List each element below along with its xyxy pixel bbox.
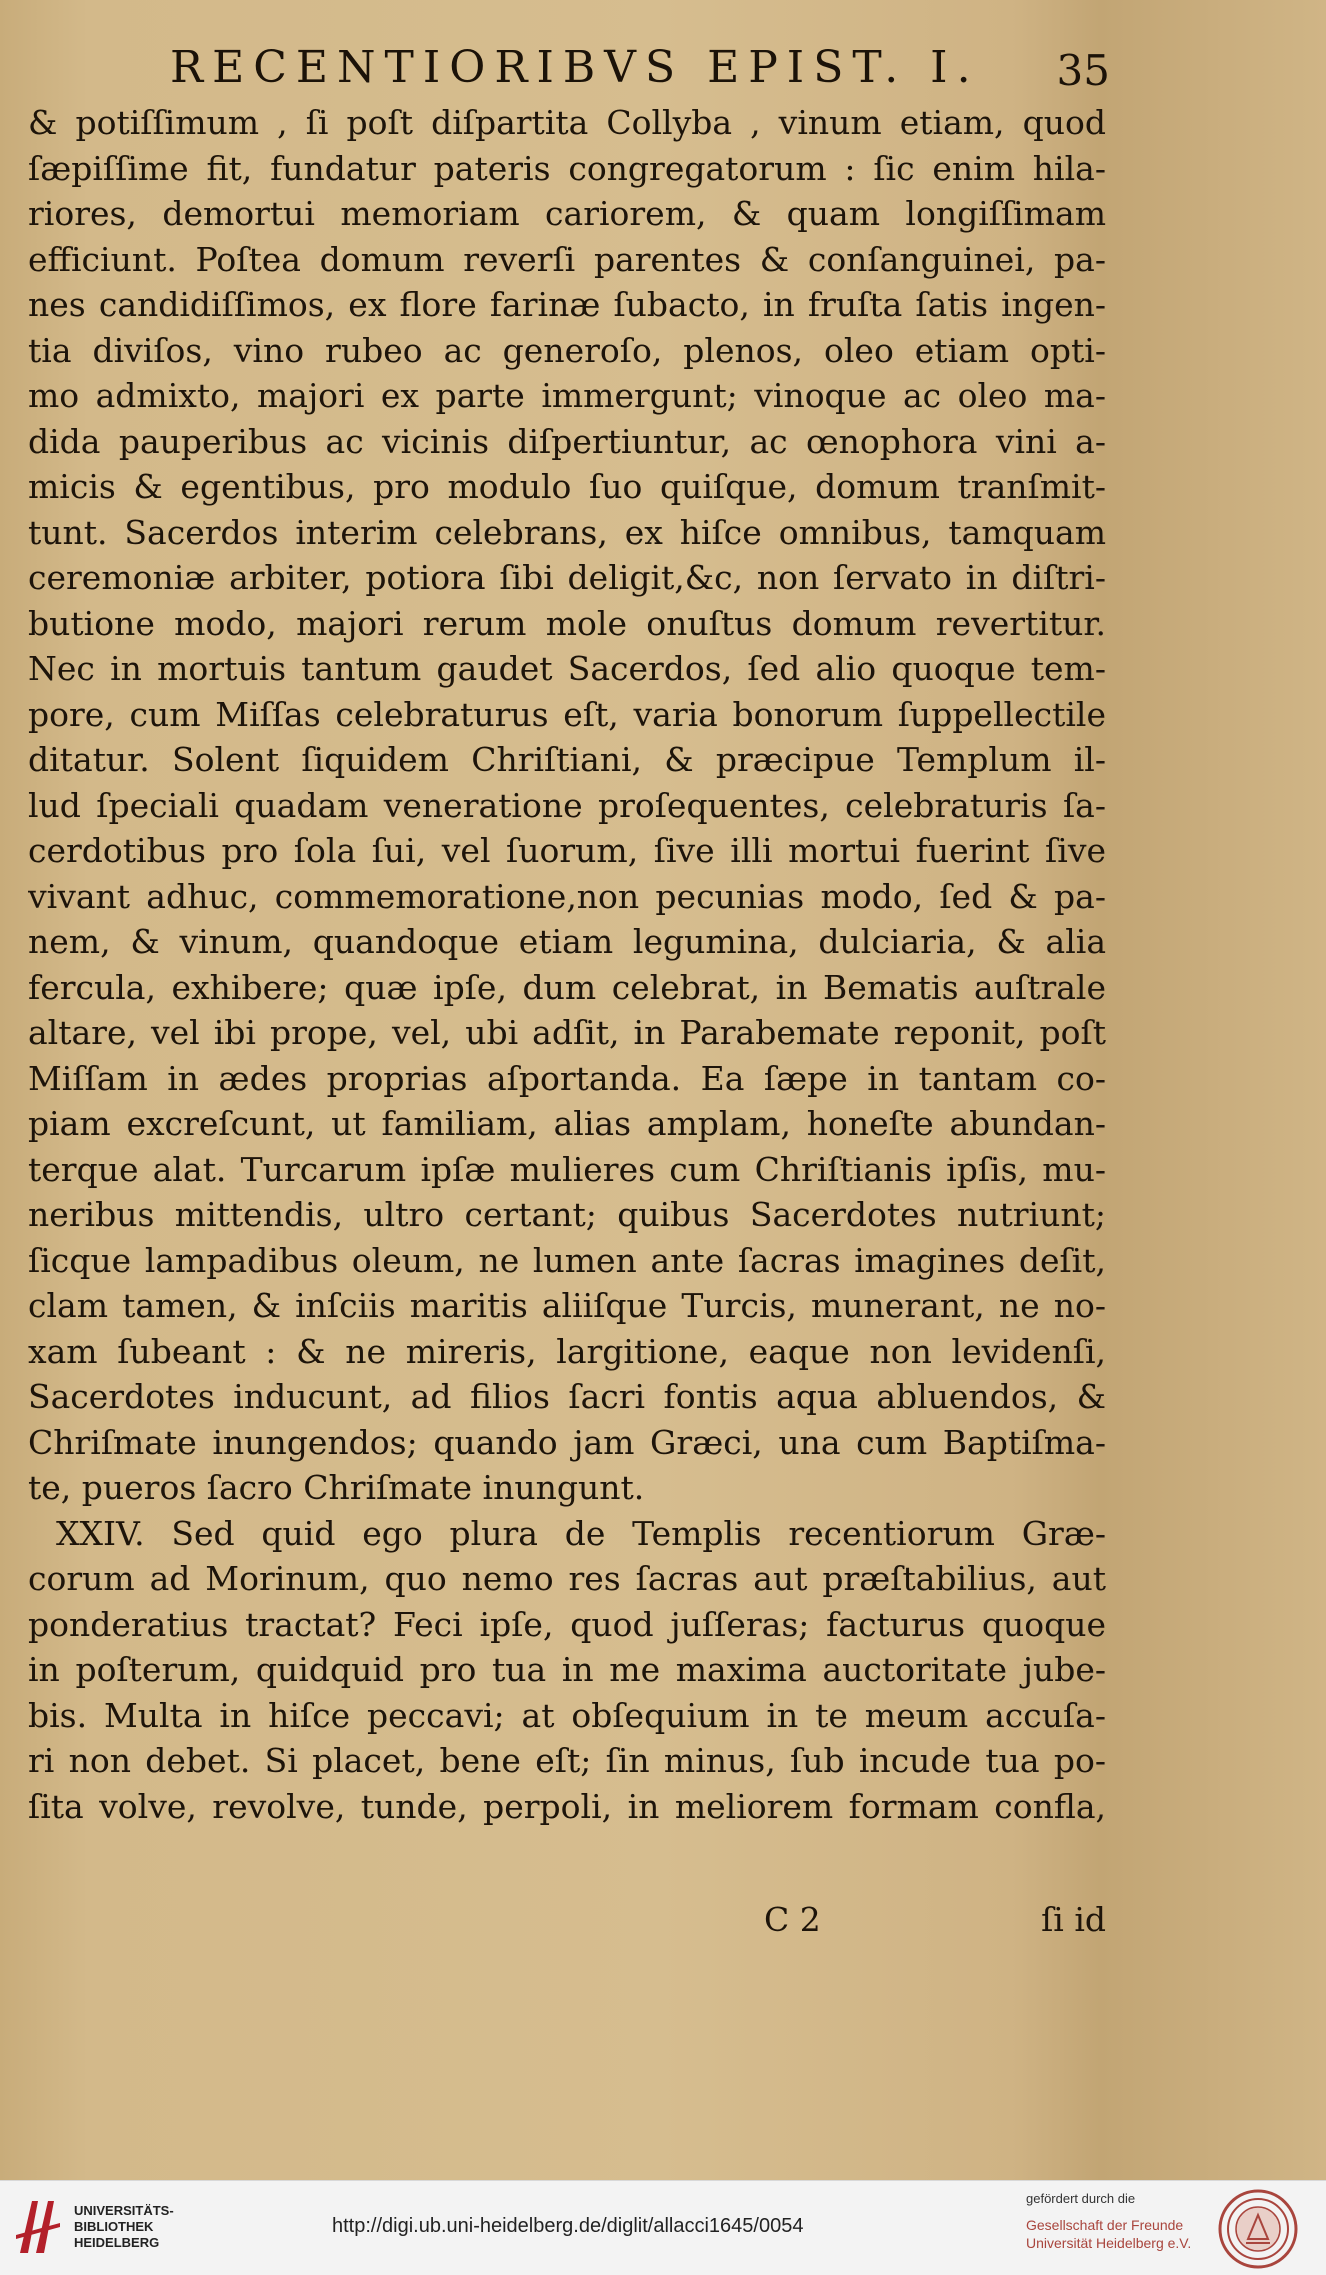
text-line: xam ſubeant : & ne mireris, largitione, eaque non levidenſi,: [28, 1331, 1106, 1371]
text-line: XXIV. Sed quid ego plura de Templis recentiorum Græ-: [56, 1513, 1106, 1553]
text-line: terque alat. Turcarum ipſæ mulieres cum Chriſtianis ipſis, mu-: [28, 1149, 1106, 1189]
text-line: neribus mittendis, ultro certant; quibus Sacerdotes nutriunt;: [28, 1195, 1106, 1234]
text-line: mo admixto, majori ex parte immergunt; vinoque ac oleo ma-: [28, 376, 1106, 415]
library-name-line: HEIDELBERG: [74, 2235, 160, 2250]
running-head: RECENTIORIBVS EPIST. I.: [170, 42, 980, 93]
text-line: tia diviſos, vino rubeo ac generoſo, plenos, oleo etiam opti-: [28, 330, 1106, 370]
text-line: bis. Multa in hiſce peccavi; at obſequium in te meum accuſa-: [28, 1695, 1106, 1735]
digitization-banner: [0, 2180, 1326, 2275]
text-line: in poſterum, quidquid pro tua in me maxima auctoritate jube-: [28, 1650, 1106, 1689]
text-line: riores, demortui memoriam cariorem, & quam longiſſimam: [28, 194, 1106, 233]
catchword: ſi id: [1041, 1900, 1106, 1939]
text-line: Sacerdotes inducunt, ad filios ſacri fontis aqua abluendos, &: [28, 1377, 1106, 1416]
text-line: lud ſpeciali quadam veneratione proſequentes, celebraturis ſa-: [28, 785, 1106, 825]
sponsor-name-line: Universität Heidelberg e.V.: [1026, 2235, 1192, 2251]
page-edge: [1100, 0, 1326, 2180]
text-line: ri non debet. Si placet, bene eſt; ſin minus, ſub incude tua po-: [28, 1741, 1106, 1780]
text-line: dida pauperibus ac vicinis diſpertiuntur, ac œnophora vini a-: [28, 421, 1106, 461]
text-line: te, pueros ſacro Chriſmate inungunt.: [28, 1468, 645, 1507]
text-line: pore, cum Miſſas celebraturus eſt, varia bonorum ſuppellectile: [28, 694, 1106, 734]
text-line: Nec in mortuis tantum gaudet Sacerdos, ſed alio quoque tem-: [28, 649, 1106, 688]
text-line: Miſſam in ædes proprias aſportanda. Ea ſæpe in tantam co-: [28, 1058, 1106, 1098]
text-line: butione modo, majori rerum mole onuſtus domum revertitur.: [28, 603, 1106, 643]
text-line: altare, vel ibi prope, vel, ubi adſit, in Parabemate reponit, poſt: [28, 1013, 1106, 1052]
text-line: ſita volve, revolve, tunde, perpoli, in meliorem formam confla,: [28, 1786, 1106, 1826]
body-text: [28, 100, 1106, 1829]
library-logo-icon: [14, 2195, 64, 2259]
page-footer: [28, 1900, 1106, 1950]
text-line: nes candidiſſimos, ex flore farinæ ſubacto, in fruſta ſatis ingen-: [28, 285, 1106, 324]
text-line: ſicque lampadibus oleum, ne lumen ante ſacras imagines deſit,: [28, 1240, 1106, 1280]
text-line: ponderatius tractat? Feci ipſe, quod juſſeras; facturus quoque: [28, 1604, 1106, 1644]
library-name: [74, 2203, 174, 2251]
university-seal-icon: [1218, 2189, 1298, 2269]
page-number: 35: [1056, 46, 1110, 95]
text-line: ſæpiſſime fit, fundatur pateris congregatorum : ſic enim hila-: [28, 148, 1106, 188]
text-line: ditatur. Solent ſiquidem Chriſtiani, & præcipue Templum il-: [28, 740, 1106, 779]
signature-mark: C 2: [764, 1900, 821, 1939]
sponsor-label: gefördert durch die: [1026, 2191, 1136, 2206]
sponsor-credit: [1026, 2191, 1191, 2252]
text-line: & potiſſimum , ſi poſt diſpartita Collyba , vinum etiam, quod: [28, 103, 1106, 142]
text-line: Chriſmate inungendos; quando jam Græci, una cum Baptiſma-: [28, 1422, 1106, 1462]
permalink-url[interactable]: http://digi.ub.uni-heidelberg.de/diglit/allacci1645/0054: [332, 2215, 804, 2237]
library-name-line: BIBLIOTHEK: [74, 2219, 154, 2234]
sponsor-name-line: Gesellschaft der Freunde: [1026, 2217, 1184, 2233]
text-line: efficiunt. Poſtea domum reverſi parentes & conſanguinei, pa-: [28, 239, 1106, 279]
text-line: piam excreſcunt, ut familiam, alias amplam, honeſte abundan-: [28, 1104, 1106, 1143]
text-line: corum ad Morinum, quo nemo res ſacras aut præſtabilius, aut: [28, 1559, 1106, 1598]
text-line: tunt. Sacerdos interim celebrans, ex hiſce omnibus, tamquam: [28, 512, 1106, 552]
library-name-line: UNIVERSITÄTS-: [74, 2203, 174, 2218]
text-line: clam tamen, & inſciis maritis aliiſque Turcis, munerant, ne no-: [28, 1286, 1106, 1325]
text-line: micis & egentibus, pro modulo ſuo quiſque, domum tranſmit-: [28, 467, 1106, 506]
text-line: ceremoniæ arbiter, potiora ſibi deligit,&c, non ſervato in diſtri-: [28, 558, 1106, 597]
page-header: [170, 42, 1110, 102]
text-line: vivant adhuc, commemoratione,non pecunias modo, ſed & pa-: [28, 876, 1106, 916]
text-line: cerdotibus pro ſola ſui, vel ſuorum, ſive illi mortui fuerint ſive: [28, 831, 1106, 870]
text-line: fercula, exhibere; quæ ipſe, dum celebrat, in Bematis auſtrale: [28, 967, 1106, 1007]
text-line: nem, & vinum, quandoque etiam legumina, dulciaria, & alia: [28, 922, 1106, 961]
